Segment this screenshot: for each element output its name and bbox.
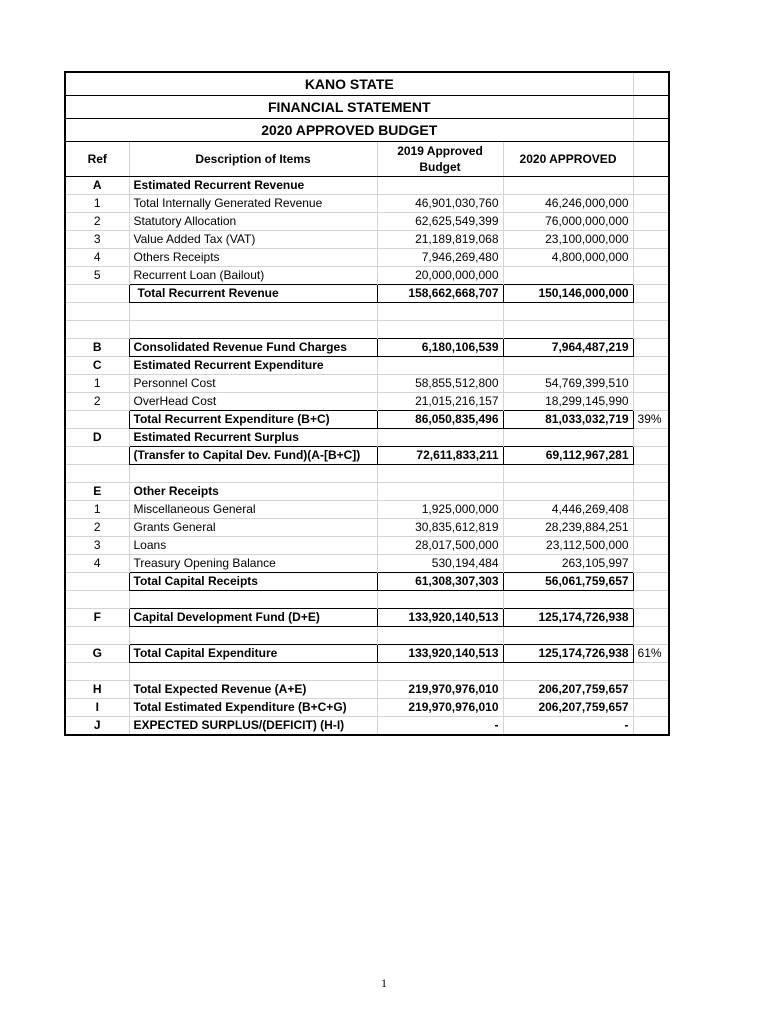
row-ref	[65, 465, 129, 483]
row-percent	[633, 267, 669, 285]
header-description: Description of Items	[129, 142, 377, 177]
row-percent	[633, 681, 669, 699]
row-value-2020: 206,207,759,657	[503, 699, 633, 717]
row-value-2019: 1,925,000,000	[377, 501, 503, 519]
table-row	[65, 231, 669, 249]
row-percent	[633, 537, 669, 555]
row-value-2020: 150,146,000,000	[503, 285, 633, 303]
header-ref: Ref	[65, 142, 129, 177]
table-row	[65, 699, 669, 717]
row-value-2019: 86,050,835,496	[377, 411, 503, 429]
row-value-2019: 21,189,819,068	[377, 231, 503, 249]
table-row	[65, 555, 669, 573]
row-description: (Transfer to Capital Dev. Fund)(A-[B+C])	[129, 447, 377, 465]
table-row	[65, 591, 669, 609]
row-value-2020: 206,207,759,657	[503, 681, 633, 699]
row-description: Total Expected Revenue (A+E)	[129, 681, 377, 699]
row-value-2020: 81,033,032,719	[503, 411, 633, 429]
row-description	[129, 627, 377, 645]
financial-statement-table	[64, 71, 670, 736]
table-row	[65, 267, 669, 285]
table-row	[65, 303, 669, 321]
row-value-2019: -	[377, 717, 503, 736]
row-value-2019: 30,835,612,819	[377, 519, 503, 537]
row-ref: A	[65, 177, 129, 195]
row-ref	[65, 627, 129, 645]
page-number: 1	[381, 976, 387, 990]
row-description: Total Recurrent Revenue	[129, 285, 377, 303]
table-row	[65, 411, 669, 429]
row-percent	[633, 339, 669, 357]
row-value-2019	[377, 591, 503, 609]
row-value-2020	[503, 663, 633, 681]
row-description	[129, 663, 377, 681]
row-description: Total Capital Expenditure	[129, 645, 377, 663]
title-budget: 2020 APPROVED BUDGET	[65, 119, 633, 142]
row-value-2020: 69,112,967,281	[503, 447, 633, 465]
row-value-2019	[377, 627, 503, 645]
row-ref: 5	[65, 267, 129, 285]
row-value-2019: 72,611,833,211	[377, 447, 503, 465]
table-row	[65, 285, 669, 303]
table-row	[65, 339, 669, 357]
table-row	[65, 573, 669, 591]
row-description: Value Added Tax (VAT)	[129, 231, 377, 249]
table-row	[65, 249, 669, 267]
row-ref: 4	[65, 555, 129, 573]
row-value-2019	[377, 177, 503, 195]
row-value-2020	[503, 483, 633, 501]
row-value-2019: 21,015,216,157	[377, 393, 503, 411]
row-value-2020	[503, 627, 633, 645]
table-row	[65, 177, 669, 195]
row-value-2020: 76,000,000,000	[503, 213, 633, 231]
row-percent	[633, 663, 669, 681]
row-value-2020: 4,800,000,000	[503, 249, 633, 267]
row-value-2019: 20,000,000,000	[377, 267, 503, 285]
row-ref: 3	[65, 537, 129, 555]
row-ref	[65, 285, 129, 303]
row-value-2020: 125,174,726,938	[503, 609, 633, 627]
table-row	[65, 609, 669, 627]
row-percent	[633, 573, 669, 591]
row-percent	[633, 357, 669, 375]
row-value-2020	[503, 591, 633, 609]
row-ref: 1	[65, 195, 129, 213]
row-percent	[633, 501, 669, 519]
row-description: Treasury Opening Balance	[129, 555, 377, 573]
table-row	[65, 627, 669, 645]
table-row	[65, 447, 669, 465]
row-ref: I	[65, 699, 129, 717]
row-ref	[65, 411, 129, 429]
title-row	[65, 96, 669, 119]
row-value-2019	[377, 321, 503, 339]
row-value-2020	[503, 429, 633, 447]
table-row	[65, 321, 669, 339]
title-row	[65, 72, 669, 96]
row-ref: 2	[65, 519, 129, 537]
row-percent: 39%	[633, 411, 669, 429]
row-value-2019: 219,970,976,010	[377, 681, 503, 699]
row-percent	[633, 483, 669, 501]
row-ref	[65, 573, 129, 591]
title-row	[65, 119, 669, 142]
table-row	[65, 483, 669, 501]
row-value-2019	[377, 357, 503, 375]
row-description	[129, 465, 377, 483]
row-value-2020: 54,769,399,510	[503, 375, 633, 393]
row-description: Total Capital Receipts	[129, 573, 377, 591]
row-ref: 3	[65, 231, 129, 249]
row-value-2019	[377, 429, 503, 447]
table-row	[65, 357, 669, 375]
table-row	[65, 195, 669, 213]
row-value-2020: 18,299,145,990	[503, 393, 633, 411]
row-value-2019: 7,946,269,480	[377, 249, 503, 267]
row-description: Grants General	[129, 519, 377, 537]
row-value-2020: 46,246,000,000	[503, 195, 633, 213]
row-value-2019: 219,970,976,010	[377, 699, 503, 717]
row-percent	[633, 609, 669, 627]
row-value-2019: 6,180,106,539	[377, 339, 503, 357]
row-value-2020	[503, 267, 633, 285]
row-percent	[633, 555, 669, 573]
row-percent	[633, 393, 669, 411]
row-value-2020: 125,174,726,938	[503, 645, 633, 663]
row-value-2019: 58,855,512,800	[377, 375, 503, 393]
row-description: EXPECTED SURPLUS/(DEFICIT) (H-I)	[129, 717, 377, 736]
row-value-2020: 7,964,487,219	[503, 339, 633, 357]
row-description: Capital Development Fund (D+E)	[129, 609, 377, 627]
row-ref	[65, 303, 129, 321]
row-description: Personnel Cost	[129, 375, 377, 393]
row-value-2020	[503, 177, 633, 195]
row-value-2019	[377, 465, 503, 483]
title-state: KANO STATE	[65, 72, 633, 96]
table-row	[65, 429, 669, 447]
table-row	[65, 501, 669, 519]
row-percent	[633, 321, 669, 339]
row-description	[129, 303, 377, 321]
row-ref: C	[65, 357, 129, 375]
row-value-2020	[503, 321, 633, 339]
header-2019-budget: 2019 Approved Budget	[377, 142, 503, 177]
row-percent	[633, 717, 669, 736]
table-row	[65, 465, 669, 483]
row-value-2019: 28,017,500,000	[377, 537, 503, 555]
row-percent	[633, 285, 669, 303]
table-row	[65, 393, 669, 411]
table-row	[65, 519, 669, 537]
row-value-2020	[503, 465, 633, 483]
row-ref: 1	[65, 501, 129, 519]
row-description: OverHead Cost	[129, 393, 377, 411]
row-value-2020: -	[503, 717, 633, 736]
row-value-2019: 133,920,140,513	[377, 645, 503, 663]
row-ref: 4	[65, 249, 129, 267]
row-ref: F	[65, 609, 129, 627]
row-ref: H	[65, 681, 129, 699]
row-description: Estimated Recurrent Surplus	[129, 429, 377, 447]
row-ref	[65, 663, 129, 681]
row-value-2020	[503, 357, 633, 375]
row-percent	[633, 429, 669, 447]
row-value-2019: 133,920,140,513	[377, 609, 503, 627]
row-ref: G	[65, 645, 129, 663]
row-description: Estimated Recurrent Revenue	[129, 177, 377, 195]
header-2020-approved: 2020 APPROVED	[503, 142, 633, 177]
row-ref: 1	[65, 375, 129, 393]
row-description: Miscellaneous General	[129, 501, 377, 519]
row-description: Total Estimated Expenditure (B+C+G)	[129, 699, 377, 717]
row-value-2020: 28,239,884,251	[503, 519, 633, 537]
row-percent	[633, 375, 669, 393]
row-value-2019: 158,662,668,707	[377, 285, 503, 303]
row-description	[129, 591, 377, 609]
row-value-2019: 46,901,030,760	[377, 195, 503, 213]
row-value-2019	[377, 303, 503, 321]
row-description: Estimated Recurrent Expenditure	[129, 357, 377, 375]
row-description	[129, 321, 377, 339]
row-description: Consolidated Revenue Fund Charges	[129, 339, 377, 357]
row-percent	[633, 465, 669, 483]
row-ref: 2	[65, 213, 129, 231]
row-percent	[633, 177, 669, 195]
table-row	[65, 681, 669, 699]
row-ref: E	[65, 483, 129, 501]
row-percent	[633, 213, 669, 231]
row-ref	[65, 447, 129, 465]
row-description: Total Internally Generated Revenue	[129, 195, 377, 213]
row-ref: D	[65, 429, 129, 447]
row-percent	[633, 519, 669, 537]
table-row	[65, 663, 669, 681]
row-ref	[65, 321, 129, 339]
row-percent	[633, 591, 669, 609]
row-value-2019: 530,194,484	[377, 555, 503, 573]
row-value-2020: 4,446,269,408	[503, 501, 633, 519]
row-percent	[633, 303, 669, 321]
row-percent	[633, 231, 669, 249]
row-ref: B	[65, 339, 129, 357]
row-value-2019: 61,308,307,303	[377, 573, 503, 591]
table-row	[65, 645, 669, 663]
table-row	[65, 717, 669, 736]
title-statement: FINANCIAL STATEMENT	[65, 96, 633, 119]
row-value-2019	[377, 663, 503, 681]
table-row	[65, 213, 669, 231]
row-description: Others Receipts	[129, 249, 377, 267]
row-value-2020: 23,112,500,000	[503, 537, 633, 555]
row-value-2020: 23,100,000,000	[503, 231, 633, 249]
row-description: Other Receipts	[129, 483, 377, 501]
column-header-row	[65, 142, 669, 177]
row-percent	[633, 447, 669, 465]
row-value-2020	[503, 303, 633, 321]
row-description: Total Recurrent Expenditure (B+C)	[129, 411, 377, 429]
row-value-2019: 62,625,549,399	[377, 213, 503, 231]
row-description: Recurrent Loan (Bailout)	[129, 267, 377, 285]
row-percent	[633, 249, 669, 267]
row-value-2019	[377, 483, 503, 501]
row-percent: 61%	[633, 645, 669, 663]
row-description: Statutory Allocation	[129, 213, 377, 231]
row-value-2020: 56,061,759,657	[503, 573, 633, 591]
row-percent	[633, 195, 669, 213]
table-row	[65, 375, 669, 393]
row-ref: 2	[65, 393, 129, 411]
row-ref: J	[65, 717, 129, 736]
row-description: Loans	[129, 537, 377, 555]
table-row	[65, 537, 669, 555]
row-ref	[65, 591, 129, 609]
row-value-2020: 263,105,997	[503, 555, 633, 573]
row-percent	[633, 699, 669, 717]
row-percent	[633, 627, 669, 645]
